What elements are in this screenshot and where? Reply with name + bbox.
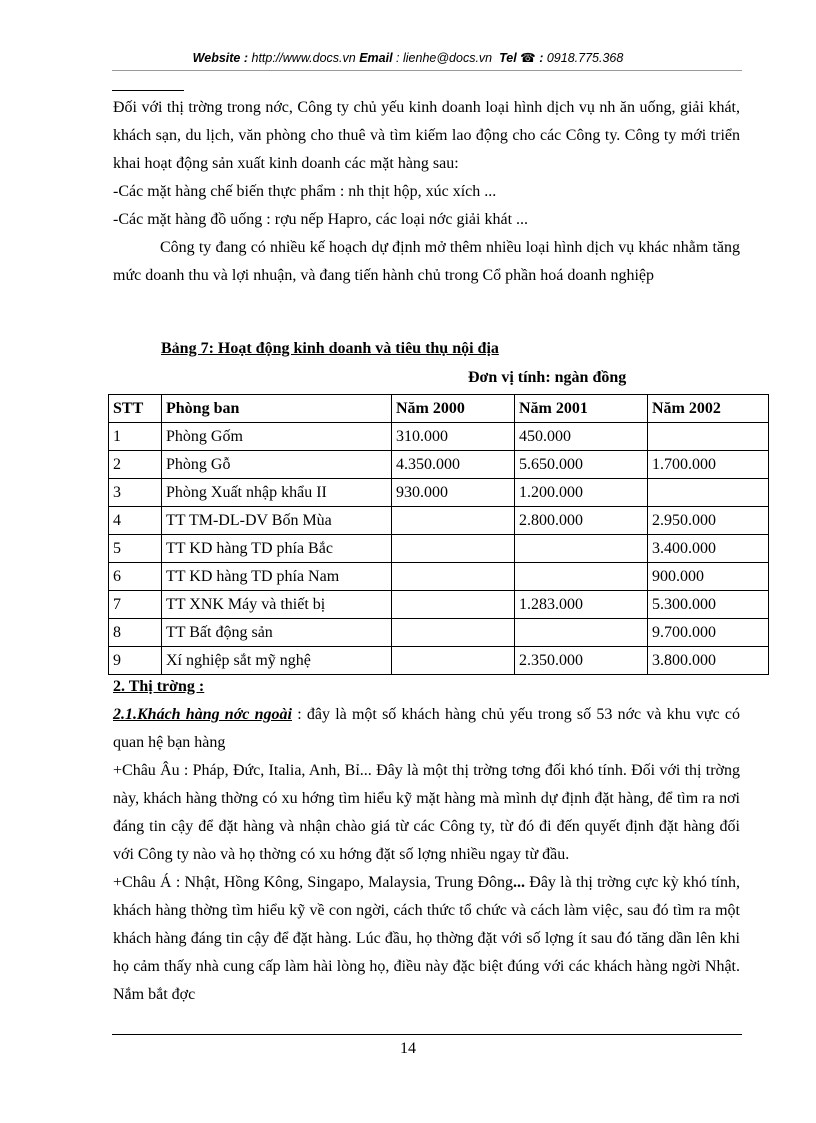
cell-stt: 8 [109,619,162,647]
subsection-heading: 2.1.Khách hàng nớc ngoài [113,706,292,723]
header-year-2001: Năm 2001 [515,395,648,423]
cell-department: Xí nghiệp sắt mỹ nghệ [162,647,392,675]
header-stt: STT [109,395,162,423]
cell-stt: 6 [109,563,162,591]
cell-2002: 900.000 [648,563,769,591]
table-row [109,591,769,619]
cell-2002: 9.700.000 [648,619,769,647]
europe-paragraph: +Châu Âu : Pháp, Đức, Italia, Anh, Bỉ... Đây là một thị trờng tơng đối khó tính. Đối với thị trờng này, khách hàng thờng có xu hớng tìm hiểu kỹ mặt hàng mà mình dự định đặt hàng, để tìm ra nơi đáng tin cậy để đặt hàng và nhận chào giá từ các Công ty, từ đó đi đến quyết định đặt hàng đối với Công ty nào và họ thờng có xu hớng đặt số lợng nhiều ngay từ đầu. [113,762,740,863]
short-divider [112,90,184,91]
intro-list-item-2: -Các mặt hàng đồ uống : rợu nếp Hapro, các loại nớc giải khát ... [113,211,529,228]
cell-department: TT XNK Máy và thiết bị [162,591,392,619]
intro-paragraph-2: Công ty đang có nhiều kế hoạch dự định mở thêm nhiều loại hình dịch vụ khác nhằm tăng mức doanh thu và lợi nhuận, và đang tiến hành chủ trong Cổ phần hoá doanh nghiệp [113,239,740,284]
cell-2000 [392,619,515,647]
cell-department: TT Bất động sản [162,619,392,647]
cell-2002: 2.950.000 [648,507,769,535]
table-unit: Đơn vị tính: ngàn đồng [468,369,627,386]
page-number: 14 [400,1040,416,1057]
cell-2000: 310.000 [392,423,515,451]
foreign-customers-paragraph [113,701,740,757]
cell-2002: 1.700.000 [648,451,769,479]
asia-prefix: +Châu Á : Nhật, Hồng Kông, Singapo, Malaysia, Trung Đông [113,874,514,891]
cell-stt: 9 [109,647,162,675]
footer-divider [112,1034,742,1035]
table-header-row [109,395,769,423]
cell-stt: 7 [109,591,162,619]
cell-2001: 1.200.000 [515,479,648,507]
cell-stt: 3 [109,479,162,507]
cell-2002: 3.400.000 [648,535,769,563]
table-row [109,535,769,563]
cell-2001: 5.650.000 [515,451,648,479]
header-year-2000: Năm 2000 [392,395,515,423]
cell-2000 [392,507,515,535]
cell-2001 [515,619,648,647]
cell-2000: 930.000 [392,479,515,507]
header-divider [112,70,742,71]
cell-stt: 2 [109,451,162,479]
cell-2000 [392,591,515,619]
table-row [109,479,769,507]
subsection-text: : đây là một số khách hàng chủ yếu trong số 53 nớc và khu vực có quan hệ bạn hàng [113,706,741,751]
cell-department: Phòng Gỗ [162,451,392,479]
table-row [109,619,769,647]
cell-2000 [392,563,515,591]
cell-2001 [515,535,648,563]
cell-stt: 5 [109,535,162,563]
website-label: Website : [192,51,249,65]
header-year-2002: Năm 2002 [648,395,769,423]
section-heading: 2. Thị trờng : [113,678,205,695]
cell-2002: 3.800.000 [648,647,769,675]
cell-department: Phòng Gốm [162,423,392,451]
intro-section [113,94,740,290]
cell-2000: 4.350.000 [392,451,515,479]
website-url[interactable]: http://www.docs.vn [251,51,356,65]
cell-department: Phòng Xuất nhập khẩu II [162,479,392,507]
table-row [109,451,769,479]
tel-label: Tel ☎ : [499,51,544,65]
cell-stt: 4 [109,507,162,535]
asia-paragraph [113,869,740,1009]
email-value[interactable]: : lienhe@docs.vn [396,51,493,65]
cell-2000 [392,647,515,675]
cell-2002 [648,479,769,507]
header-department: Phòng ban [162,395,392,423]
cell-2001 [515,563,648,591]
table-row [109,423,769,451]
table-row [109,507,769,535]
market-section [113,673,740,1009]
intro-list-item-1: -Các mặt hàng chế biến thực phẩm : nh thịt hộp, xúc xích ... [113,183,497,200]
cell-2001: 2.800.000 [515,507,648,535]
intro-paragraph-1: Đối với thị trờng trong nớc, Công ty chủ yếu kinh doanh loại hình dịch vụ nh ăn uống, giải khát, khách sạn, du lịch, văn phòng cho thuê và tìm kiếm lao động cho các Công ty. Công ty mới triển khai hoạt động sản xuất kinh doanh các mặt hàng sau: [113,99,740,172]
table-row [109,563,769,591]
asia-ellipsis: ... [513,874,526,891]
table-caption: Bảng 7: Hoạt động kinh doanh và tiêu thụ nội địa [161,340,499,357]
cell-department: TT KD hàng TD phía Nam [162,563,392,591]
table-row [109,647,769,675]
tel-value: 0918.775.368 [546,51,624,65]
cell-2001: 450.000 [515,423,648,451]
cell-2002 [648,423,769,451]
cell-2001: 2.350.000 [515,647,648,675]
cell-stt: 1 [109,423,162,451]
cell-department: TT TM-DL-DV Bốn Mùa [162,507,392,535]
page-header [0,50,816,65]
cell-2001: 1.283.000 [515,591,648,619]
cell-department: TT KD hàng TD phía Bắc [162,535,392,563]
business-table [108,394,769,675]
cell-2002: 5.300.000 [648,591,769,619]
asia-text: Đây là thị trờng cực kỳ khó tính, khách hàng thờng tìm hiểu kỹ về con ngời, cách thức tổ chức và cách làm việc, sau đó tìm ra một khách hàng đáng tin cậy để đặt hàng. Lúc đầu, họ thờng đặt với số lợng ít sau đó tăng dần lên khi họ cảm thấy nhà cung cấp làm hài lòng họ, điều này đặc biệt đúng với các khách hàng ngời Nhật. Nắm bắt đợc [113,874,741,1003]
email-label: Email [359,51,393,65]
cell-2000 [392,535,515,563]
